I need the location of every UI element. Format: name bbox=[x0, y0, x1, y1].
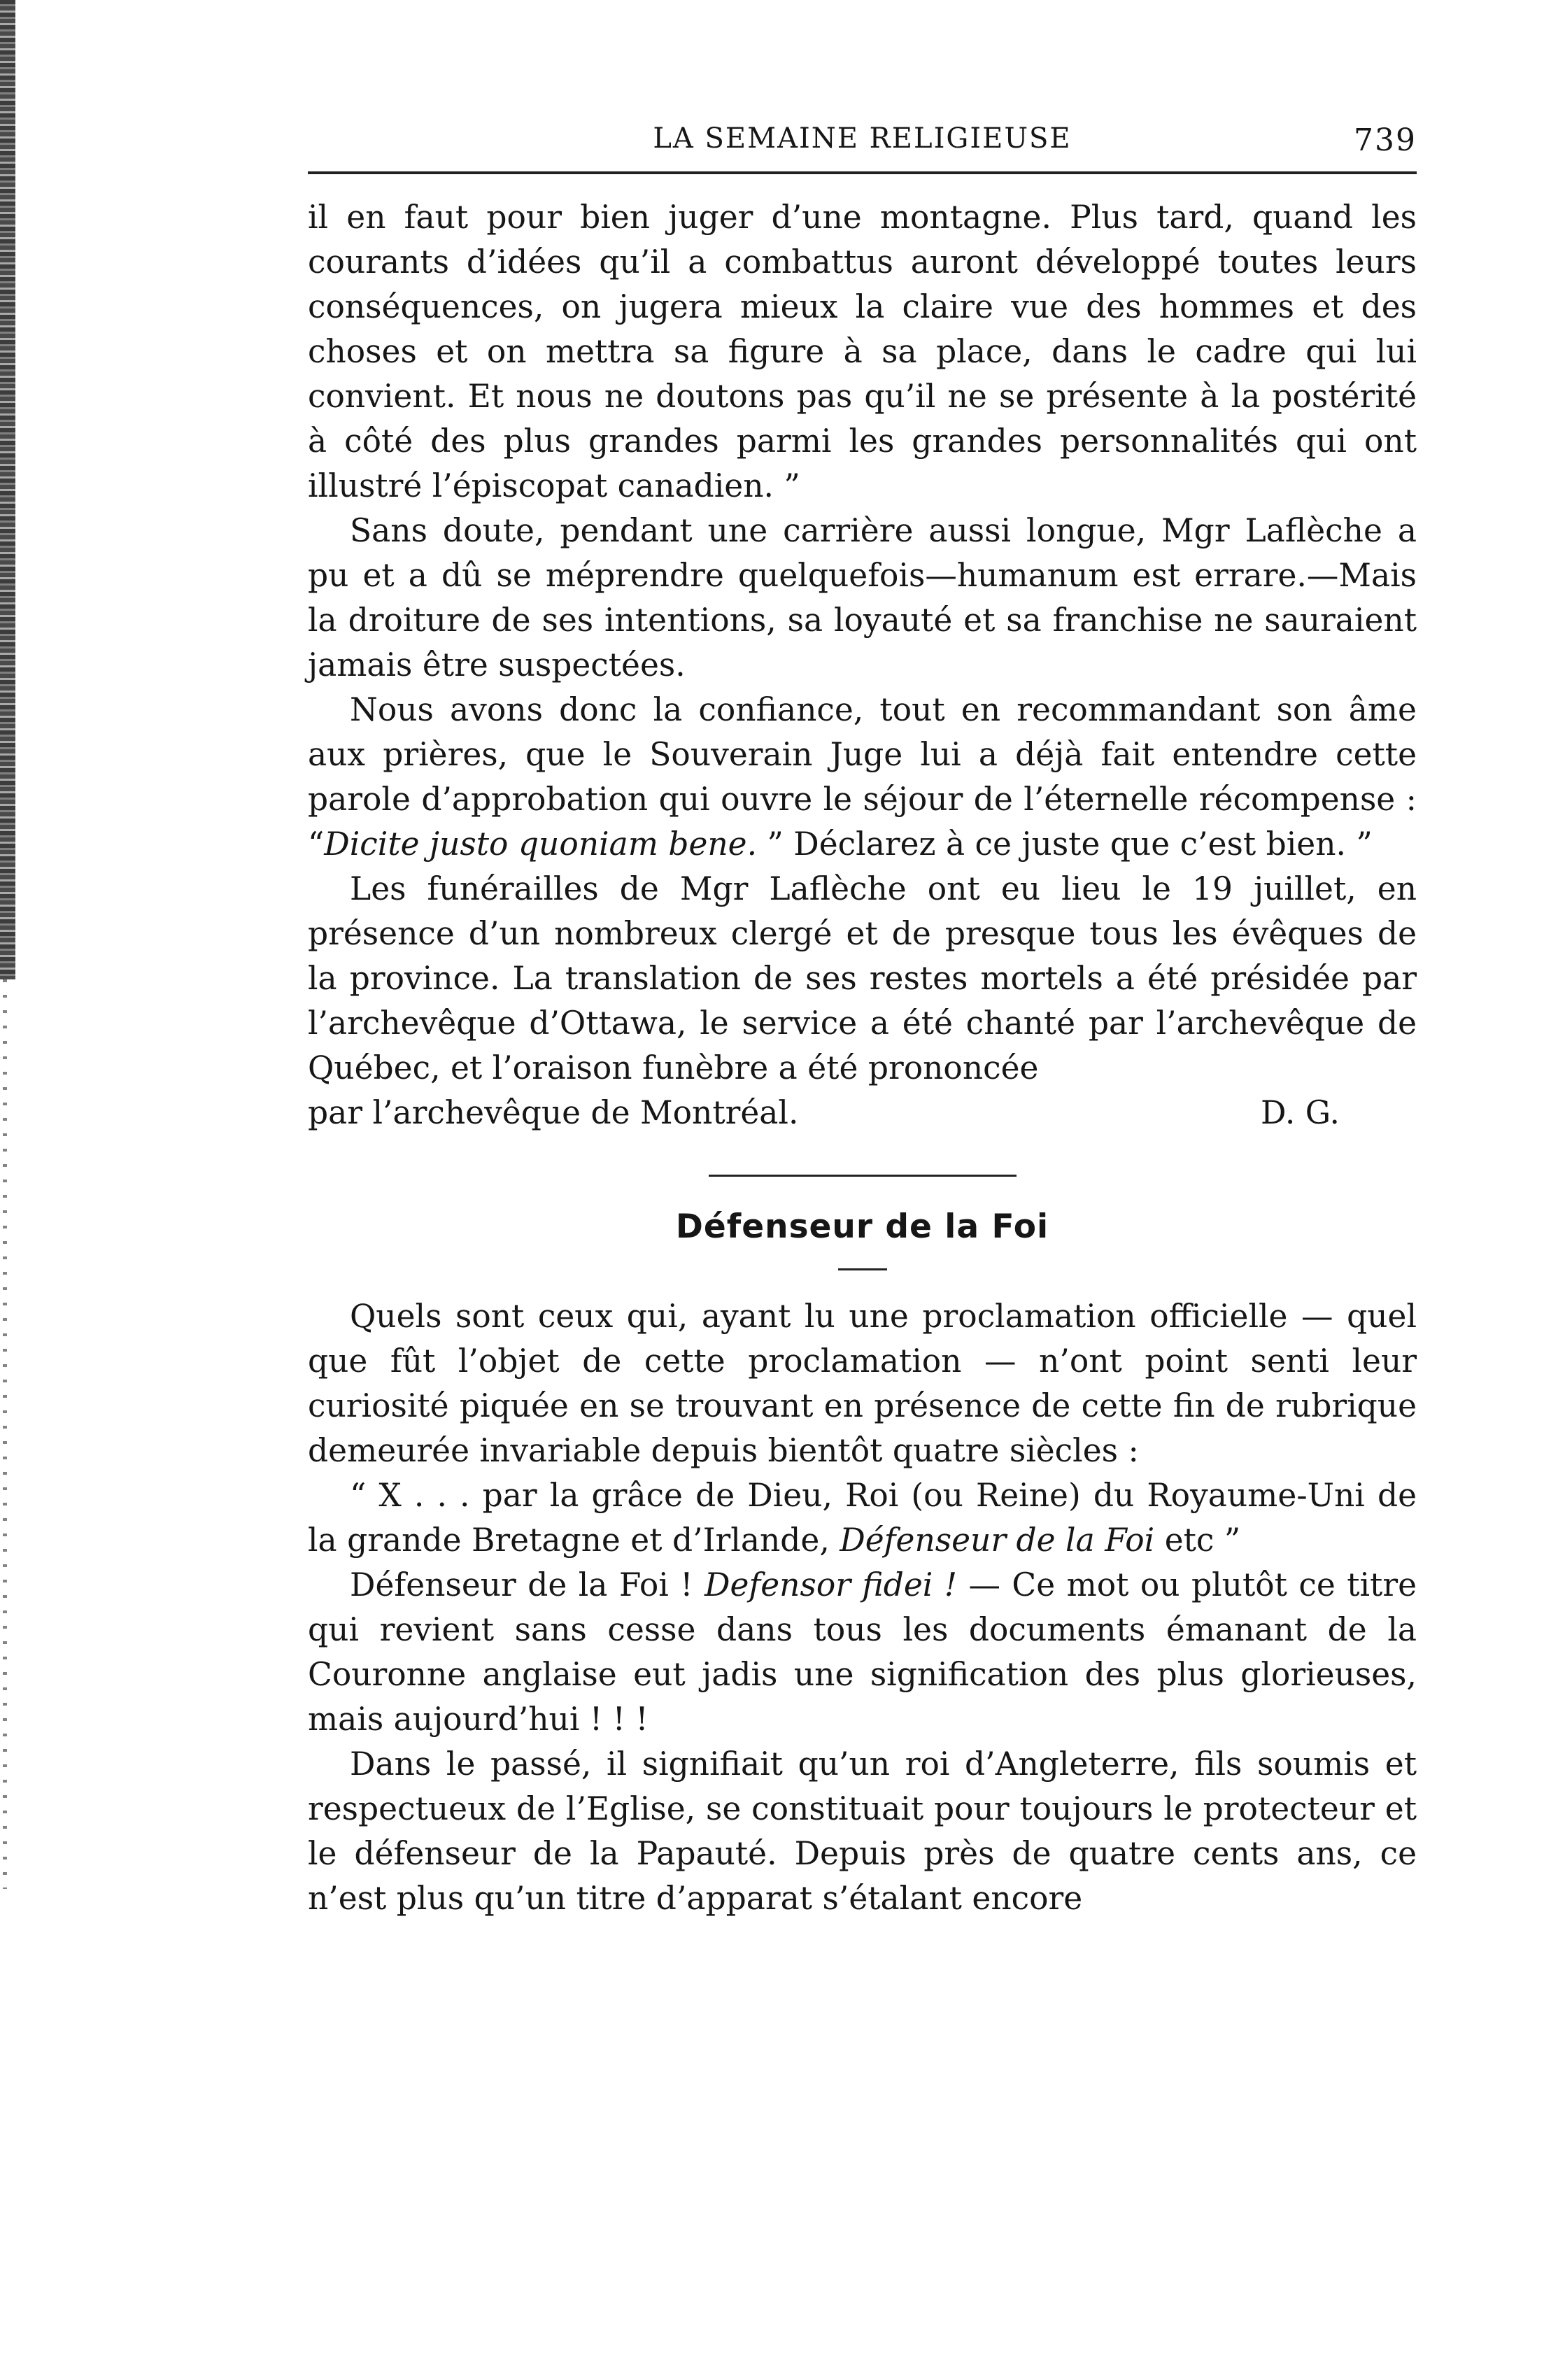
scan-edge-marks bbox=[3, 979, 7, 1889]
running-head-title: LA SEMAINE RELIGIEUSE bbox=[653, 122, 1072, 155]
header-rule bbox=[308, 171, 1417, 174]
latin-quote: Dicite justo quoniam bene. bbox=[324, 826, 758, 863]
text-run: — Ce mot ou plutôt ce titre qui revient sans cesse dans tous les documents émanant de la Couronne anglaise eut jadis une signification des plus glorieuses, mais aujourd’hui ! ! ! bbox=[308, 1566, 1417, 1738]
text-run: etc ” bbox=[1154, 1522, 1241, 1559]
page bbox=[308, 122, 1417, 1921]
page-number: 739 bbox=[1354, 122, 1417, 158]
paragraph bbox=[308, 1473, 1417, 1563]
italic-title: Défenseur de la Foi bbox=[840, 1522, 1155, 1559]
paragraph: Dans le passé, il signifiait qu’un roi d’Angleterre, fils soumis et respectueux de l’Eglise, se constituait pour toujours le protecteur et le défenseur de la Papauté. Depuis près de quatre cents ans, ce n’est plus qu’un titre d’apparat s’étalant encore bbox=[308, 1745, 1417, 1917]
title-rule bbox=[838, 1268, 887, 1270]
article-body bbox=[308, 195, 1417, 1921]
running-head bbox=[308, 122, 1417, 171]
text-run: ” Déclarez à ce juste que c’est bien. ” bbox=[757, 826, 1373, 863]
text-run: Nous avons donc la confiance, tout en recommandant son âme aux prières, que le Souverain Juge lui a déjà fait entendre cette parole d’approbation qui ouvre le séjour de l’éternelle récompense : “ bbox=[308, 691, 1417, 863]
paragraph: Sans doute, pendant une carrière aussi longue, Mgr Laflèche a pu et a dû se méprendre quelquefois—humanum est errare.—Mais la droiture de ses intentions, sa loyauté et sa franchise ne sauraient jamais être suspectées. bbox=[308, 512, 1417, 683]
section-separator bbox=[709, 1175, 1017, 1177]
signature-line bbox=[308, 1091, 1417, 1135]
paragraph bbox=[308, 1563, 1417, 1742]
signature: D. G. bbox=[1261, 1094, 1340, 1131]
paragraph bbox=[308, 688, 1417, 867]
text-run: “ X . . . par la grâce de Dieu, Roi (ou Reine) du Royaume-Uni de la grande Bretagne et d’Irlande, bbox=[308, 1477, 1417, 1559]
latin-phrase: Defensor fidei ! bbox=[704, 1566, 958, 1603]
text-run: Défenseur de la Foi ! bbox=[350, 1566, 704, 1603]
scan-edge-shadow bbox=[0, 0, 15, 979]
paragraph-last-line: par l’archevêque de Montréal. bbox=[308, 1094, 799, 1131]
section-title: Défenseur de la Foi bbox=[675, 1207, 1049, 1246]
paragraph: Les funérailles de Mgr Laflèche ont eu lieu le 19 juillet, en présence d’un nombreux clergé et de presque tous les évêques de la province. La translation de ses restes mortels a été présidée par l’archevêque d’Ottawa, le service a été chanté par l’archevêque de Québec, et l’oraison funèbre a été prononcée bbox=[308, 870, 1417, 1086]
paragraph: il en faut pour bien juger d’une montagne. Plus tard, quand les courants d’idées qu’il a combattus auront développé toutes leurs conséquences, on jugera mieux la claire vue des hommes et des choses et on mettra sa figure à sa place, dans le cadre qui lui convient. Et nous ne doutons pas qu’il ne se présente à la postérité à côté des plus grandes parmi les grandes personnalités qui ont illustré l’épiscopat canadien. ” bbox=[308, 199, 1417, 504]
paragraph: Quels sont ceux qui, ayant lu une proclamation officielle — quel que fût l’objet de cette proclamation — n’ont point senti leur curiosité piquée en se trouvant en présence de cette fin de rubrique demeurée invariable depuis bientôt quatre siècles : bbox=[308, 1298, 1417, 1469]
